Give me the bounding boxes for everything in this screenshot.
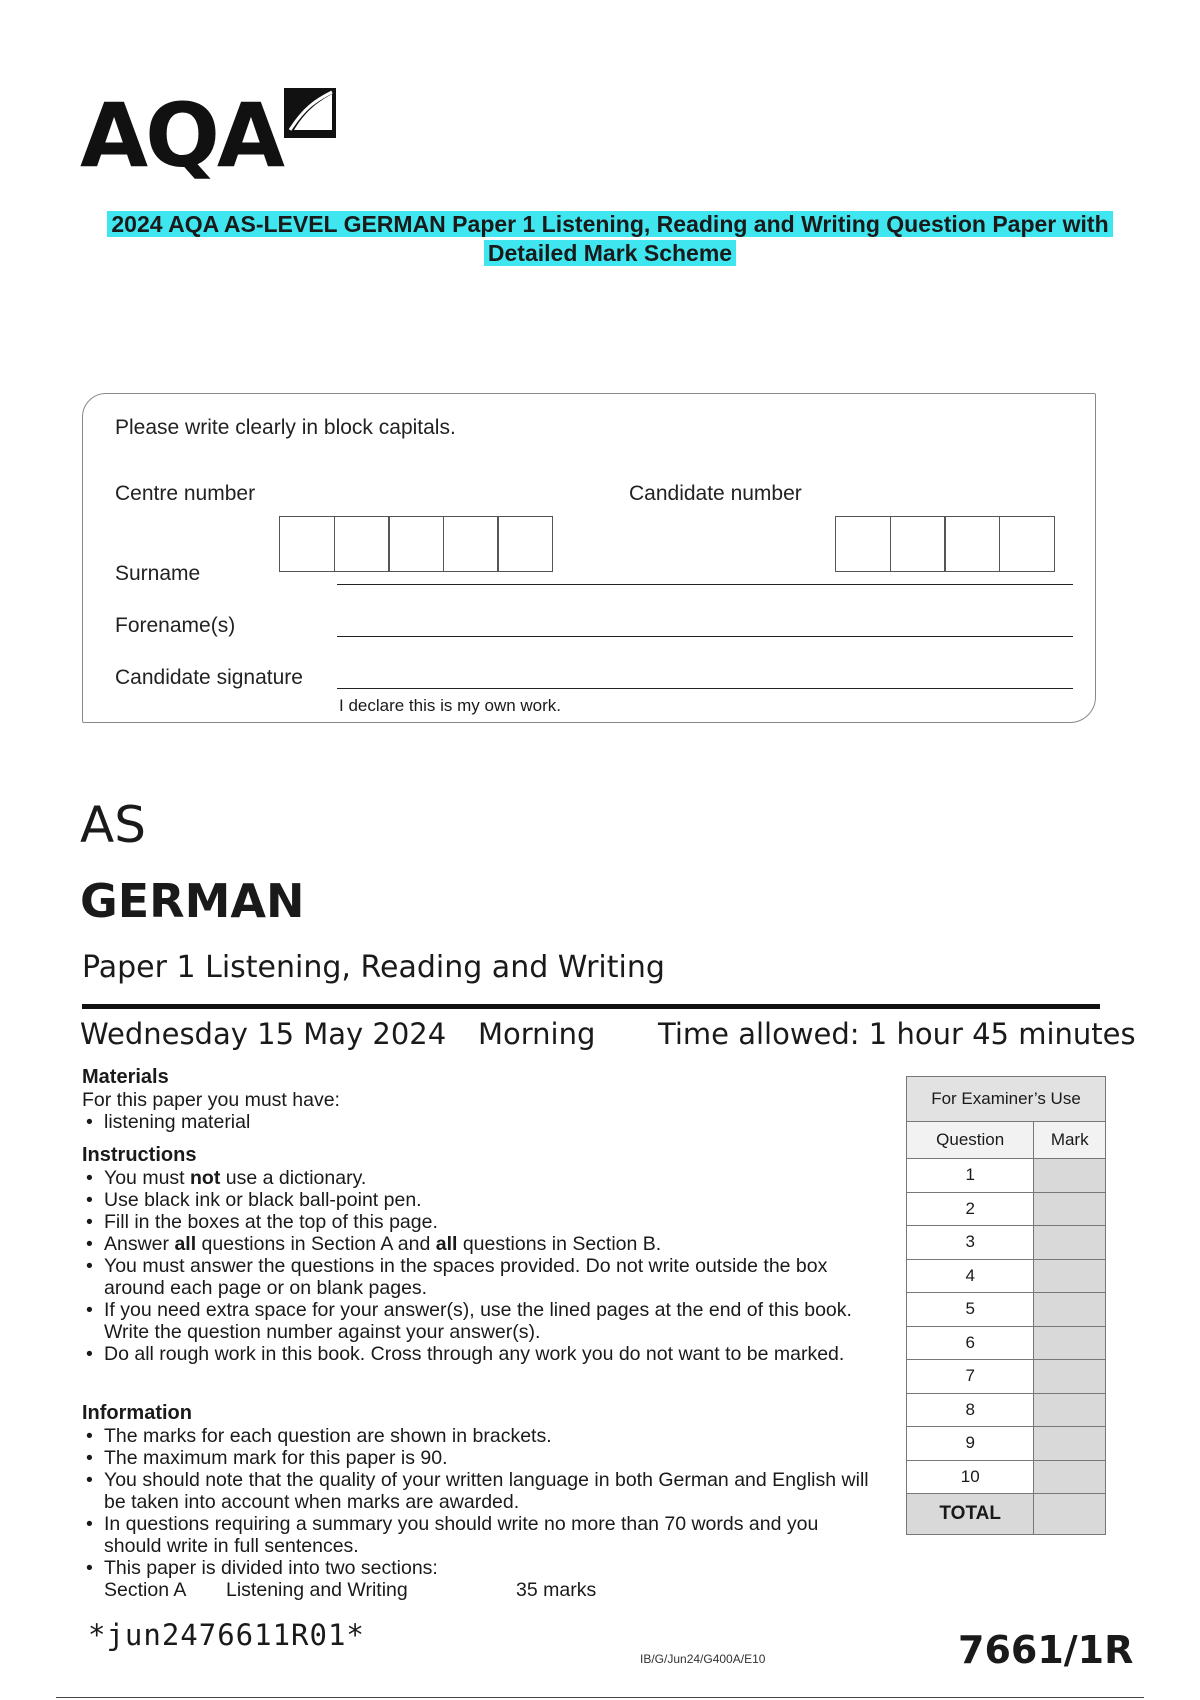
instruction-item: • You must answer the questions in the spaces provided. Do not write outside the box around each page or on blank pages. [82, 1255, 872, 1299]
section-a-line [82, 1579, 872, 1601]
qualification-level: AS [80, 796, 146, 854]
information-item: • The maximum mark for this paper is 90. [82, 1447, 872, 1469]
centre-number-label: Centre number [115, 482, 256, 505]
candidate-digit-box[interactable] [944, 516, 1000, 572]
information-item: • In questions requiring a summary you should write no more than 70 words and you should write in full sentences. [82, 1513, 872, 1557]
question-number: 3 [907, 1226, 1034, 1260]
question-number: 6 [907, 1326, 1034, 1360]
centre-number-boxes [279, 516, 552, 572]
question-number: 4 [907, 1259, 1034, 1293]
candidate-digit-box[interactable] [890, 516, 946, 572]
mark-cell [1034, 1360, 1106, 1394]
surname-label: Surname [115, 562, 201, 585]
information-item: • You should note that the quality of your written language in both German and English will be taken into account when marks are awarded. [82, 1469, 872, 1513]
total-mark-cell [1034, 1494, 1106, 1535]
signature-label: Candidate signature [115, 666, 303, 689]
materials-section [82, 1066, 872, 1133]
question-column-header: Question [907, 1122, 1034, 1159]
question-number: 9 [907, 1427, 1034, 1461]
forename-label: Forename(s) [115, 614, 236, 637]
candidate-details-box [82, 393, 1096, 723]
instruction-item: • Use black ink or black ball-point pen. [82, 1189, 872, 1211]
total-label: TOTAL [907, 1494, 1034, 1535]
question-number: 7 [907, 1360, 1034, 1394]
information-section [82, 1402, 872, 1601]
centre-digit-box[interactable] [279, 516, 335, 572]
mark-cell [1034, 1159, 1106, 1193]
question-number: 1 [907, 1159, 1034, 1193]
mark-cell [1034, 1293, 1106, 1327]
signature-line[interactable] [337, 688, 1073, 689]
candidate-number-boxes [835, 516, 1053, 572]
exam-date: Wednesday 15 May 2024 [80, 1017, 447, 1051]
mark-cell [1034, 1192, 1106, 1226]
mark-cell [1034, 1460, 1106, 1494]
question-number: 2 [907, 1192, 1034, 1226]
examiner-use-table [906, 1076, 1106, 1535]
instruction-item: • You must not use a dictionary. [82, 1167, 872, 1189]
logo-text: AQA [80, 84, 283, 187]
instruction-item: • Answer all questions in Section A and all questions in Section B. [82, 1233, 872, 1255]
mark-cell [1034, 1226, 1106, 1260]
information-item: • The marks for each question are shown in brackets. [82, 1425, 872, 1447]
instructions-heading: Instructions [82, 1144, 197, 1166]
materials-intro: For this paper you must have: [82, 1089, 340, 1111]
examiner-caption: For Examiner’s Use [907, 1077, 1106, 1122]
instruction-item: • Do all rough work in this book. Cross through any work you do not want to be marked. [82, 1343, 872, 1365]
bottom-rule [56, 1697, 1144, 1698]
instruction-item: • If you need extra space for your answer(s), use the lined pages at the end of this book. Write the question number against your answer(s). [82, 1299, 872, 1343]
declaration-text: I declare this is my own work. [339, 696, 562, 715]
information-heading: Information [82, 1402, 192, 1424]
mark-cell [1034, 1326, 1106, 1360]
surname-line[interactable] [337, 584, 1073, 585]
centre-digit-box[interactable] [334, 516, 390, 572]
section-a-marks: 35 marks [516, 1579, 597, 1601]
forename-line[interactable] [337, 636, 1073, 637]
time-allowed: Time allowed: 1 hour 45 minutes [658, 1017, 1136, 1051]
candidate-number-label: Candidate number [629, 482, 802, 505]
paper-barcode: *jun2476611R01* [88, 1618, 365, 1652]
paper-title: Paper 1 Listening, Reading and Writing [82, 950, 665, 985]
question-number: 10 [907, 1460, 1034, 1494]
centre-digit-box[interactable] [388, 516, 444, 572]
materials-heading: Materials [82, 1066, 169, 1088]
mark-column-header: Mark [1034, 1122, 1106, 1159]
mark-cell [1034, 1427, 1106, 1461]
candidate-digit-box[interactable] [999, 516, 1055, 572]
banner-line-1: 2024 AQA AS-LEVEL GERMAN Paper 1 Listening, Reading and Writing Question Paper with [107, 211, 1112, 237]
instructions-section [82, 1144, 872, 1365]
subject-title: GERMAN [80, 874, 305, 928]
block-capitals-note: Please write clearly in block capitals. [115, 416, 456, 439]
question-number: 8 [907, 1393, 1034, 1427]
information-item: • This paper is divided into two sections: [82, 1557, 872, 1579]
document-banner [60, 210, 1160, 268]
centre-digit-box[interactable] [443, 516, 499, 572]
materials-item: • listening material [82, 1111, 872, 1133]
mark-cell [1034, 1393, 1106, 1427]
exam-session: Morning [478, 1017, 596, 1051]
candidate-digit-box[interactable] [835, 516, 891, 572]
banner-line-2: Detailed Mark Scheme [484, 240, 736, 266]
centre-digit-box[interactable] [497, 516, 553, 572]
logo-mark-icon [282, 86, 340, 142]
aqa-logo [80, 86, 350, 186]
question-number: 5 [907, 1293, 1034, 1327]
paper-reference: IB/G/Jun24/G400A/E10 [640, 1652, 766, 1666]
section-a-name: Section A [104, 1579, 187, 1601]
section-a-desc: Listening and Writing [226, 1579, 408, 1601]
instruction-item: • Fill in the boxes at the top of this page. [82, 1211, 872, 1233]
paper-code: 7661/1R [958, 1628, 1134, 1672]
title-rule [82, 1004, 1100, 1009]
mark-cell [1034, 1259, 1106, 1293]
